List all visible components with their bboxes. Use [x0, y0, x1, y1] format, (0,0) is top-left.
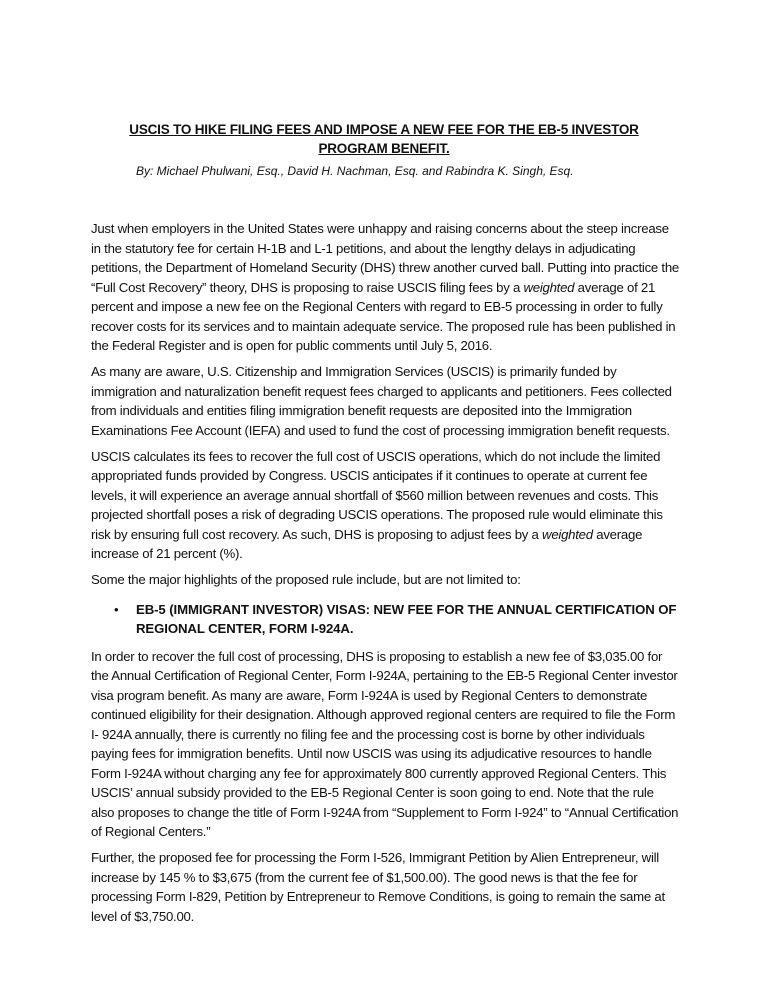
- emphasis-weighted: weighted: [523, 279, 575, 295]
- author-byline: By: Michael Phulwani, Esq., David H. Nachman, Esq. and Rabindra K. Singh, Esq.: [136, 164, 574, 178]
- title-period: .: [445, 141, 450, 156]
- document-body: [91, 219, 679, 933]
- paragraph-i526-fee: Further, the proposed fee for processing the Form I-526, Immigrant Petition by Alien Entrepreneur, will increase by 145 % to $3,675 (from the current fee of $1,500.00). The good news is that the fee for processing Form I-829, Petition by Entrepreneur to Remove Conditions, is going to remain the same at level of $3,750.00.: [91, 850, 665, 924]
- paragraph-funding: As many are aware, U.S. Citizenship and Immigration Services (USCIS) is primarily funded by immigration and naturalization benefit request fees charged to applicants and petitioners. Fees collected from individuals and entities filing immigration benefit requests are deposited into the Immigration Examinations Fee Account (IEFA) and used to fund the cost of processing immigration benefit requests.: [91, 364, 672, 438]
- bullet-heading-eb5: • EB-5 (IMMIGRANT INVESTOR) VISAS: NEW FEE FOR THE ANNUAL CERTIFICATION OF REGIONAL CENTER, FORM I-924A.: [114, 601, 677, 636]
- paragraph-fee-calculation: USCIS calculates its fees to recover the full cost of USCIS operations, which do not include the limited appropriated funds provided by Congress. USCIS anticipates if it continues to operate at current fee levels, it will experience an average annual shortfall of $560 million between revenues and costs. This projected shortfall poses a risk of degrading USCIS operations. The proposed rule would eliminate this risk by ensuring full cost recovery. As such, DHS is proposing to adjust fees by a weighted average increase of 21 percent (%).: [91, 448, 663, 561]
- paragraph-highlights-intro: Some the major highlights of the proposed rule include, but are not limited to:: [91, 572, 521, 587]
- paragraph-intro: Just when employers in the United States were unhappy and raising concerns about the steep increase in the statutory fee for certain H-1B and L-1 petitions, and about the lengthy delays in adjudicating petitions, the Department of Homeland Security (DHS) threw another curved ball. Putting into practice the “Full Cost Recovery” theory, DHS is proposing to raise USCIS filing fees by a weighted average of 21 percent and impose a new fee on the Regional Centers with regard to EB-5 processing in order to fully recover costs for its services and to maintain adequate service. The proposed rule has been published in the Federal Register and is open for public comments until July 5, 2016.: [91, 221, 680, 353]
- bullet-icon: •: [114, 601, 119, 617]
- document-title: USCIS TO HIKE FILING FEES AND IMPOSE A NEW FEE FOR THE EB-5 INVESTOR PROGRAM BENEFIT.: [129, 122, 639, 156]
- emphasis-weighted: weighted: [542, 526, 593, 542]
- paragraph-i924a-fee: In order to recover the full cost of processing, DHS is proposing to establish a new fee of $3,035.00 for the Annual Certification of Regional Center, Form I-924A, pertaining to the EB-5 Regional Center investor visa program benefit. As many are aware, Form I-924A is used by Regional Centers to demonstrate continued eligibility for their designation. Although approved regional centers are required to file the Form I- 924A annually, there is currently no filing fee and the processing cost is borne by other individuals paying fees for immigration benefits. Until now USCIS was using its adjudicative resources to handle Form I-924A without charging any fee for approximately 800 currently approved Regional Centers. This USCIS’ annual subsidy provided to the EB-5 Regional Center is soon going to end. Note that the rule also proposes to change the title of Form I-924A from “Supplement to Form I-924” to “Annual Certification of Regional Centers.”: [91, 648, 679, 839]
